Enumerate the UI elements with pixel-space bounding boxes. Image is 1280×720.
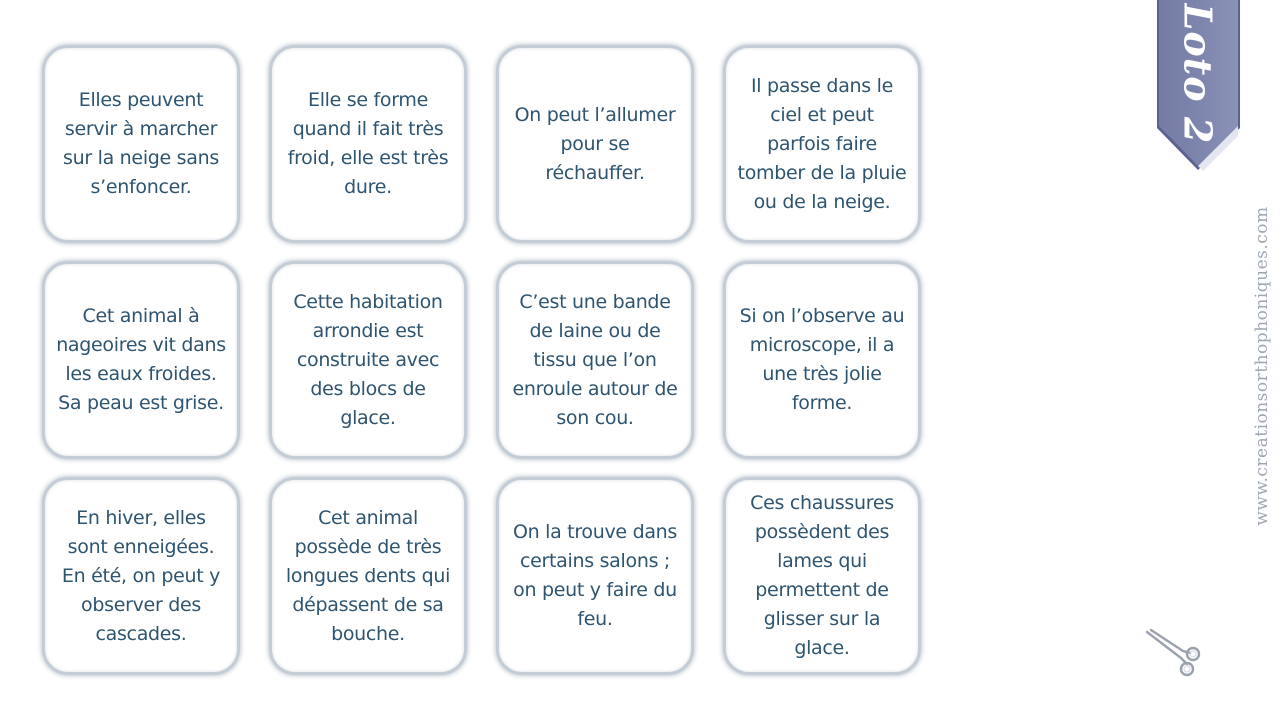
loto-card bbox=[496, 261, 694, 459]
card-text: C’est une bande de laine ou de tissu que l’on enroule autour de son cou. bbox=[512, 290, 678, 429]
ribbon-label: Loto 2 bbox=[1175, 3, 1221, 145]
card-text: On peut l’allumer pour se réchauffer. bbox=[514, 103, 676, 184]
loto-card bbox=[723, 477, 921, 675]
loto-card bbox=[269, 477, 467, 675]
card-text: En hiver, elles sont enneigées. En été, on peut y observer des cascades. bbox=[61, 506, 221, 645]
card-text: Cet animal possède de très longues dents qui dépassent de sa bouche. bbox=[285, 506, 451, 645]
card-text: Si on l’observe au microscope, il a une très jolie forme. bbox=[739, 305, 905, 414]
loto-card bbox=[723, 45, 921, 243]
card-text: Cette habitation arrondie est construite avec des blocs de glace. bbox=[293, 290, 443, 429]
loto-card bbox=[496, 477, 694, 675]
card-text: Cet animal à nageoires vit dans les eaux froides. Sa peau est grise. bbox=[56, 305, 226, 414]
loto-card bbox=[269, 45, 467, 243]
scissors-icon bbox=[1143, 628, 1203, 680]
loto-card bbox=[42, 261, 240, 459]
loto-ribbon bbox=[1157, 0, 1240, 172]
loto-card bbox=[723, 261, 921, 459]
card-text: Ces chaussures possèdent des lames qui permettent de glisser sur la glace. bbox=[750, 492, 894, 659]
card-text: Elle se forme quand il fait très froid, elle est très dure. bbox=[287, 89, 449, 198]
card-text: On la trouve dans certains salons ; on peut y faire du feu. bbox=[512, 521, 678, 630]
card-grid bbox=[42, 45, 921, 675]
card-text: Il passe dans le ciel et peut parfois faire tomber de la pluie ou de la neige. bbox=[737, 74, 907, 213]
website-url: www.creationsorthophoniques.com bbox=[1252, 206, 1272, 526]
card-text: Elles peuvent servir à marcher sur la neige sans s’enfoncer. bbox=[63, 89, 219, 198]
loto-card bbox=[42, 45, 240, 243]
loto-card bbox=[496, 45, 694, 243]
loto-card bbox=[42, 477, 240, 675]
loto-card bbox=[269, 261, 467, 459]
